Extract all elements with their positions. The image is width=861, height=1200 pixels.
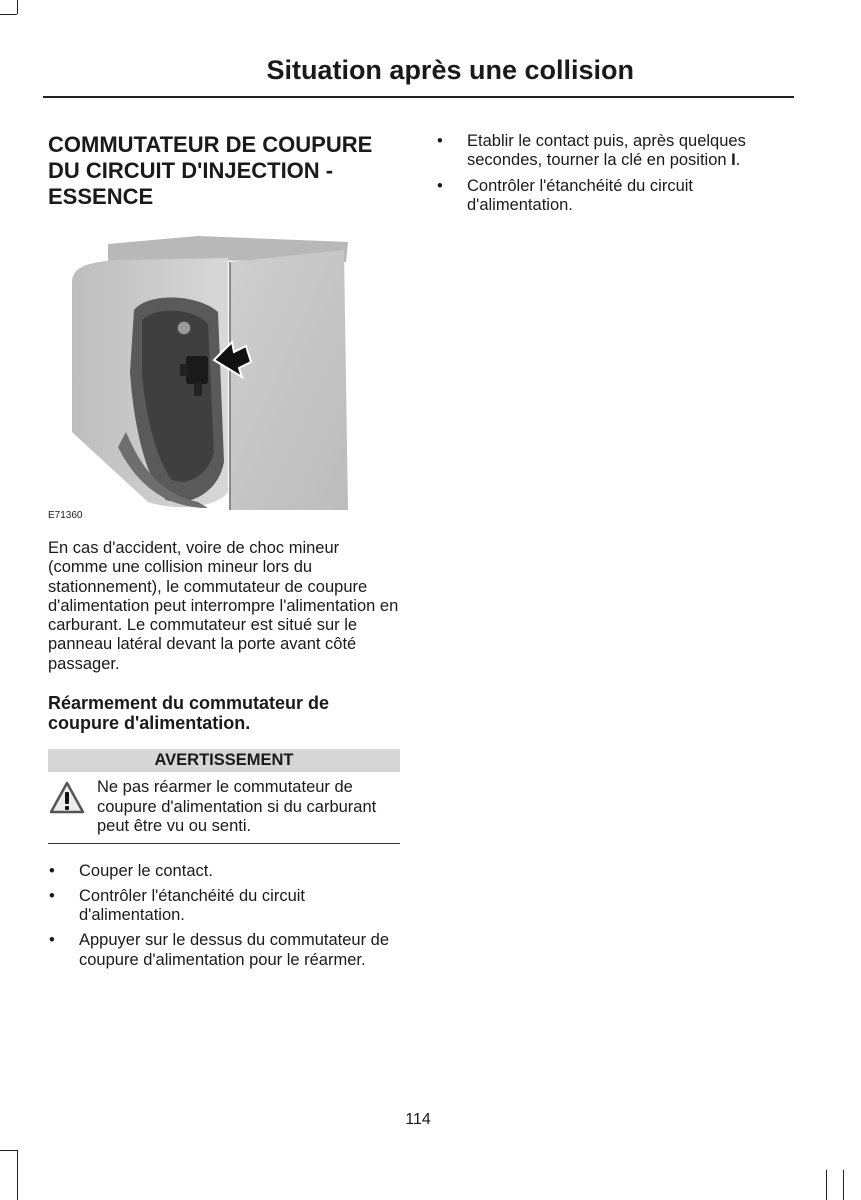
left-column [48,132,400,976]
bullet-mark: • [49,886,55,905]
list-item: • Etablir le contact puis, après quelques secondes, tourner la clé en position I. [437,132,746,170]
fuel-cutoff-switch-illustration [48,232,400,512]
continued-steps-list [436,132,796,215]
crop-mark [17,0,18,14]
right-column [436,132,796,221]
list-item: • Appuyer sur le dessus du commutateur de coupure d'alimentation pour le réarmer. [49,931,389,969]
warning-text: Ne pas réarmer le commutateur de coupure d'alimentation si du carburant peut être vu ou senti. [97,778,377,836]
page-header-title: Situation après une collision [266,55,634,85]
list-item: • Contrôler l'étanchéité du circuit d'alimentation. [437,176,694,214]
header-rule [43,96,794,98]
crop-mark [0,1150,17,1151]
warning-box [48,772,400,843]
reset-steps-list [48,862,400,970]
crop-mark [843,1170,844,1200]
warning-bottom-rule [48,843,400,844]
figure-code: E71360 [48,510,83,521]
bullet-mark: • [437,132,443,150]
subheading: Réarmement du commutateur de coupure d'alimentation. [48,693,330,734]
warning-title: AVERTISSEMENT [48,749,400,772]
list-item: • Couper le contact. [49,861,213,880]
bullet-mark: • [437,176,443,195]
bullet-mark: • [49,931,55,950]
intro-paragraph: En cas d'accident, voire de choc mineur (comme une collision mineur lors du stationnement), le commutateur de coupure d'alimentation peut interrompre l'alimentation en carburant. Le commutateur est situé sur le panneau latéral devant la porte avant côté passager. [48,539,399,673]
crop-mark [0,14,17,15]
list-item: • Contrôler l'étanchéité du circuit d'alimentation. [49,886,306,925]
bullet-mark: • [49,861,55,880]
page-number: 114 [405,1111,431,1128]
crop-mark [17,1150,18,1200]
crop-mark [826,1170,827,1200]
warning-icon [48,780,86,816]
section-heading: COMMUTATEUR DE COUPURE DU CIRCUIT D'INJECTION - ESSENCE [48,132,373,209]
